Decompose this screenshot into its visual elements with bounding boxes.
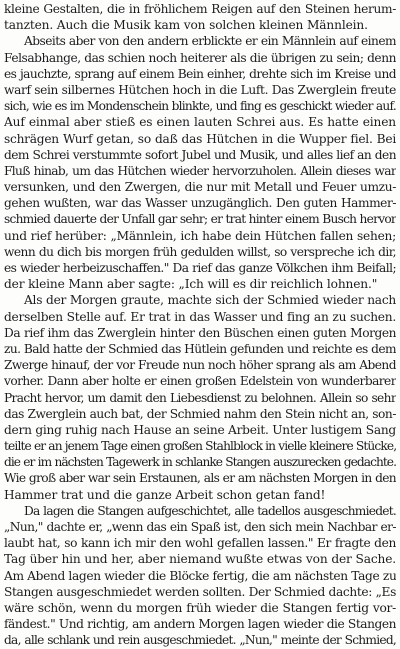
text-line: dem Schrei verstummte sofort Jubel und Musik, und alles lief an den — [4, 147, 396, 162]
text-line: gehen wußten, war das Wasser unzugänglich. Den guten Hammer- — [4, 196, 396, 211]
text-line: Hammer trat und die ganze Arbeit schon getan fand! — [4, 487, 326, 502]
text-line: Pracht hervor, um damit den Liebesdienst zu belohnen. Allein so sehr — [4, 390, 396, 405]
text-line: Zwerge hinauf, der vor Freude nun noch höher sprang als am Abend — [4, 358, 396, 373]
text-line: Tag über hin und her, aber niemand wußte etwas von der Sache. — [4, 552, 396, 567]
text-line: es jauchzte, sprang auf einem Bein einher, drehte sich im Kreise und — [4, 66, 396, 81]
text-line: schmied dauerte der Unfall gar sehr; er trat hinter einem Busch hervor — [4, 212, 396, 227]
text-line: Felsabhange, das schien noch heiterer als die übrigen zu sein; denn — [4, 50, 396, 65]
text-line: da, alle schlank und rein ausgeschmiedet. „Nun," meinte der Schmied, — [4, 633, 396, 648]
text-line: und rief herüber: „Männlein, ich habe dein Hütchen fallen sehen; — [4, 228, 396, 243]
text-line: tanzten. Auch die Musik kam von solchen kleinen Männlein. — [4, 18, 368, 33]
text-line: kleine Gestalten, die in fröhlichem Reigen auf den Steinen herum- — [4, 2, 396, 16]
text-line: fändest." Und richtig, am andern Morgen lagen wieder die Stangen — [4, 617, 396, 632]
text-line: laubt hat, so kann ich mir den wohl gefallen lassen." Er fragte den — [4, 536, 396, 551]
text-line: der kleine Mann aber sagte: „Ich will es dir reichlich lohnen." — [4, 277, 378, 292]
text-line: Als der Morgen graute, machte sich der Schmied wieder nach — [24, 293, 396, 308]
text-line: Am Abend lagen wieder die Blöcke fertig, die am nächsten Tage zu — [4, 568, 396, 583]
text-line: Abseits aber von den andern erblickte er ein Männlein auf einem — [24, 34, 396, 49]
text-line: wäre schön, wenn du morgen früh wieder die Stangen fertig vor- — [4, 600, 396, 615]
text-line: Da lagen die Stangen aufgeschichtet, alle tadellos ausgeschmiedet. — [24, 503, 396, 518]
text-line: Da rief ihm das Zwerglein hinter den Büschen einen guten Morgen — [4, 325, 396, 340]
text-line: zu. Bald hatte der Schmied das Hütlein gefunden und reichte es dem — [4, 341, 396, 356]
text-line: Wie groß aber war sein Erstaunen, als er am nächsten Morgen in den — [4, 471, 396, 486]
text-line: Auf einmal aber stieß es einen lauten Schrei aus. Es hatte einen — [4, 115, 396, 130]
text-line: schrägen Wurf getan, so daß das Hütchen in die Wupper fiel. Bei — [4, 131, 396, 146]
text-line: „Nun," dachte er, „wenn das ein Spaß ist, den sich mein Nachbar er- — [4, 520, 396, 534]
text-line: es wieder herbeizuschaffen." Da rief das ganze Völkchen ihm Beifall; — [4, 261, 396, 275]
text-line: derselben Stelle auf. Er trat in das Wasser und fing an zu suchen. — [4, 309, 396, 324]
text-line: teilte er an jenem Tage einen großen Stahlblock in vielle kleinere Stücke, — [4, 439, 396, 454]
text-line: dern ging ruhig nach Hause an seine Arbeit. Unter lustigem Sang — [4, 422, 396, 437]
text-line: versunken, und den Zwergen, die nur mit Metall und Feuer umzu- — [4, 180, 396, 195]
text-line: warf sein silbernes Hütchen hoch in die Luft. Das Zwerglein freute — [4, 82, 396, 97]
text-line: das Zwerglein auch bat, der Schmied nahm den Stein nicht an, son- — [4, 406, 396, 421]
text-line: Stangen ausgeschmiedet werden sollten. Der Schmied dachte: „Es — [4, 584, 396, 599]
text-line: Fluß hinab, um das Hütchen wieder hervorzuholen. Allein dieses war — [4, 163, 396, 178]
text-line: sich, wie es im Mondenschein blinkte, und fing es geschickt wieder auf. — [4, 99, 396, 114]
text-line: die er im nächsten Tagewerk in schlanke Stangen auszurecken gedachte. — [4, 455, 396, 470]
text-line: wenn du dich bis morgen früh gedulden willst, so verspreche ich dir, — [4, 244, 396, 259]
document-text — [4, 1, 396, 649]
text-line: vorher. Dann aber holte er einen großen Edelstein von wunderbarer — [4, 374, 396, 389]
